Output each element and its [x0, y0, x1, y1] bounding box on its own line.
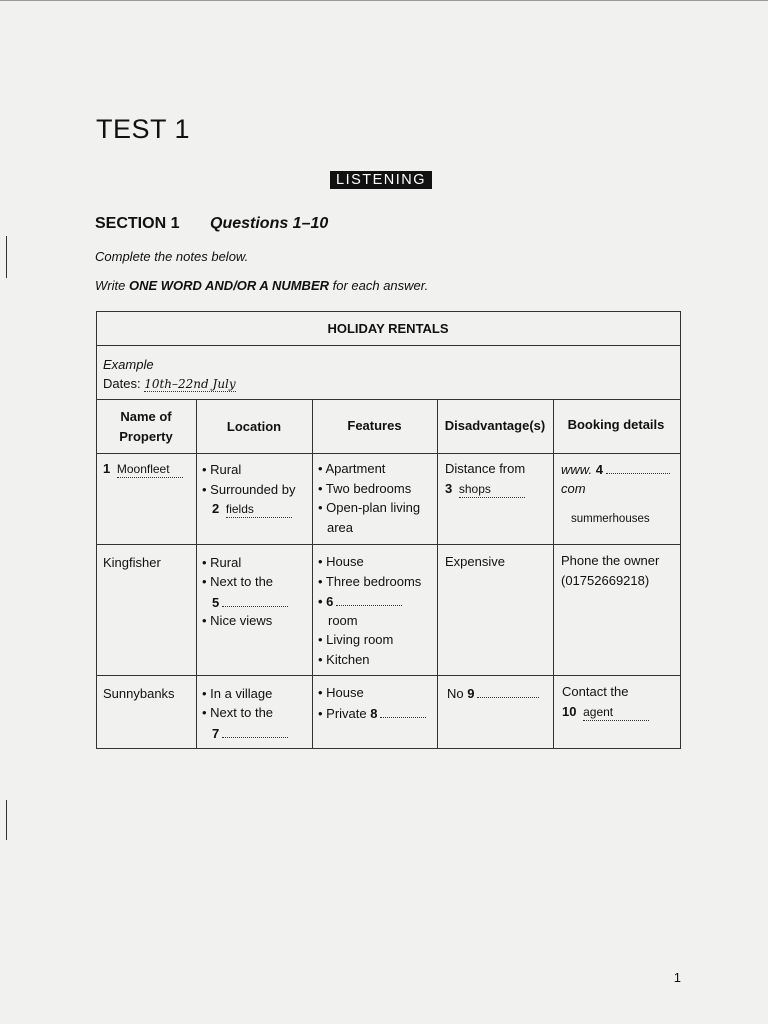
- answer-5-blank: [222, 592, 288, 607]
- row1-feature-2: • Two bedrooms: [318, 481, 412, 496]
- row1-booking-1: www. 4: [561, 459, 670, 480]
- row1-feature-1: • Apartment: [318, 461, 386, 476]
- row1-booking-2: com: [561, 481, 586, 496]
- row2-location-4: • Nice views: [202, 613, 273, 628]
- header-location: Location: [226, 419, 282, 434]
- row3-booking-2: 10 agent: [562, 702, 649, 722]
- col-rule-2: [312, 399, 313, 748]
- answer-3: shops: [459, 482, 525, 498]
- row3-location-2: • Next to the: [202, 705, 274, 720]
- example-dates-value: 10th–22nd July: [144, 377, 236, 391]
- listening-badge: LISTENING: [330, 171, 432, 189]
- header-features: Features: [347, 418, 402, 433]
- page-title: TEST 1: [96, 114, 191, 144]
- example-label: Example: [103, 357, 154, 372]
- rule-example: [96, 399, 680, 400]
- row2-feature-4: room: [328, 613, 358, 628]
- header-name-of-property: Name of Property: [119, 409, 173, 444]
- table-title: HOLIDAY RENTALS: [327, 321, 449, 336]
- row3-booking-1: Contact the: [562, 684, 629, 699]
- answer-7-blank: [222, 723, 288, 738]
- rule-header: [96, 453, 680, 454]
- answer-4-blank: [606, 459, 670, 474]
- row2-location-3: 5: [212, 592, 288, 613]
- answer-6-blank: [336, 591, 402, 606]
- row2-feature-2: • Three bedrooms: [318, 574, 422, 589]
- example-dates: Dates: 10th–22nd July: [103, 376, 236, 391]
- rule-title: [96, 345, 680, 346]
- row1-disadvantage-2: 3 shops: [445, 479, 525, 499]
- row2-feature-3: • 6: [318, 591, 402, 612]
- col-rule-1: [196, 399, 197, 748]
- answer-1: Moonfleet: [117, 462, 183, 478]
- row3-feature-1: • House: [318, 685, 364, 700]
- row1-location-1: • Rural: [202, 462, 242, 477]
- answer-8-blank: [380, 703, 426, 718]
- row3-disadvantage: No 9: [447, 683, 539, 704]
- row2-disadvantage: Expensive: [445, 554, 505, 569]
- answer-2: fields: [226, 502, 292, 518]
- row3-name: Sunnybanks: [103, 686, 175, 701]
- col-rule-4: [553, 399, 554, 748]
- row1-location-2: • Surrounded by: [202, 482, 296, 497]
- row2-feature-5: • Living room: [318, 632, 394, 647]
- answer-9-blank: [477, 683, 539, 698]
- section-heading: SECTION 1: [95, 215, 180, 232]
- instruction-write: Write ONE WORD AND/OR A NUMBER for each answer.: [95, 278, 429, 293]
- row2-location-1: • Rural: [202, 555, 242, 570]
- row2-booking-1: Phone the owner: [561, 553, 660, 568]
- row1-disadvantage-1: Distance from: [445, 461, 526, 476]
- row2-location-2: • Next to the: [202, 574, 274, 589]
- answer-4: summerhouses: [571, 513, 650, 525]
- row2-booking-2: (01752669218): [561, 573, 650, 588]
- questions-heading: Questions 1–10: [210, 215, 329, 232]
- row1-feature-4: area: [327, 520, 354, 535]
- rule-row2: [96, 675, 680, 676]
- header-booking-details: Booking details: [567, 417, 665, 432]
- rule-row1: [96, 544, 680, 545]
- row1-feature-3: • Open-plan living: [318, 500, 421, 515]
- row2-feature-1: • House: [318, 554, 364, 569]
- row3-feature-2: • Private 8: [318, 703, 426, 724]
- row2-feature-6: • Kitchen: [318, 652, 370, 667]
- instruction-complete: Complete the notes below.: [95, 249, 249, 264]
- row2-name: Kingfisher: [103, 555, 161, 570]
- page-number: 1: [673, 970, 681, 985]
- scan-mark-left-bottom: [6, 800, 7, 840]
- row1-location-3: 2 fields: [212, 499, 292, 519]
- scan-mark-left-top: [6, 236, 7, 278]
- col-rule-3: [437, 399, 438, 748]
- header-disadvantages: Disadvantage(s): [444, 418, 546, 433]
- row3-location-3: 7: [212, 723, 288, 744]
- row3-location-1: • In a village: [202, 686, 273, 701]
- answer-10: agent: [583, 705, 649, 721]
- row1-name: 1 Moonfleet: [103, 459, 183, 479]
- scan-edge-top: [0, 0, 768, 1]
